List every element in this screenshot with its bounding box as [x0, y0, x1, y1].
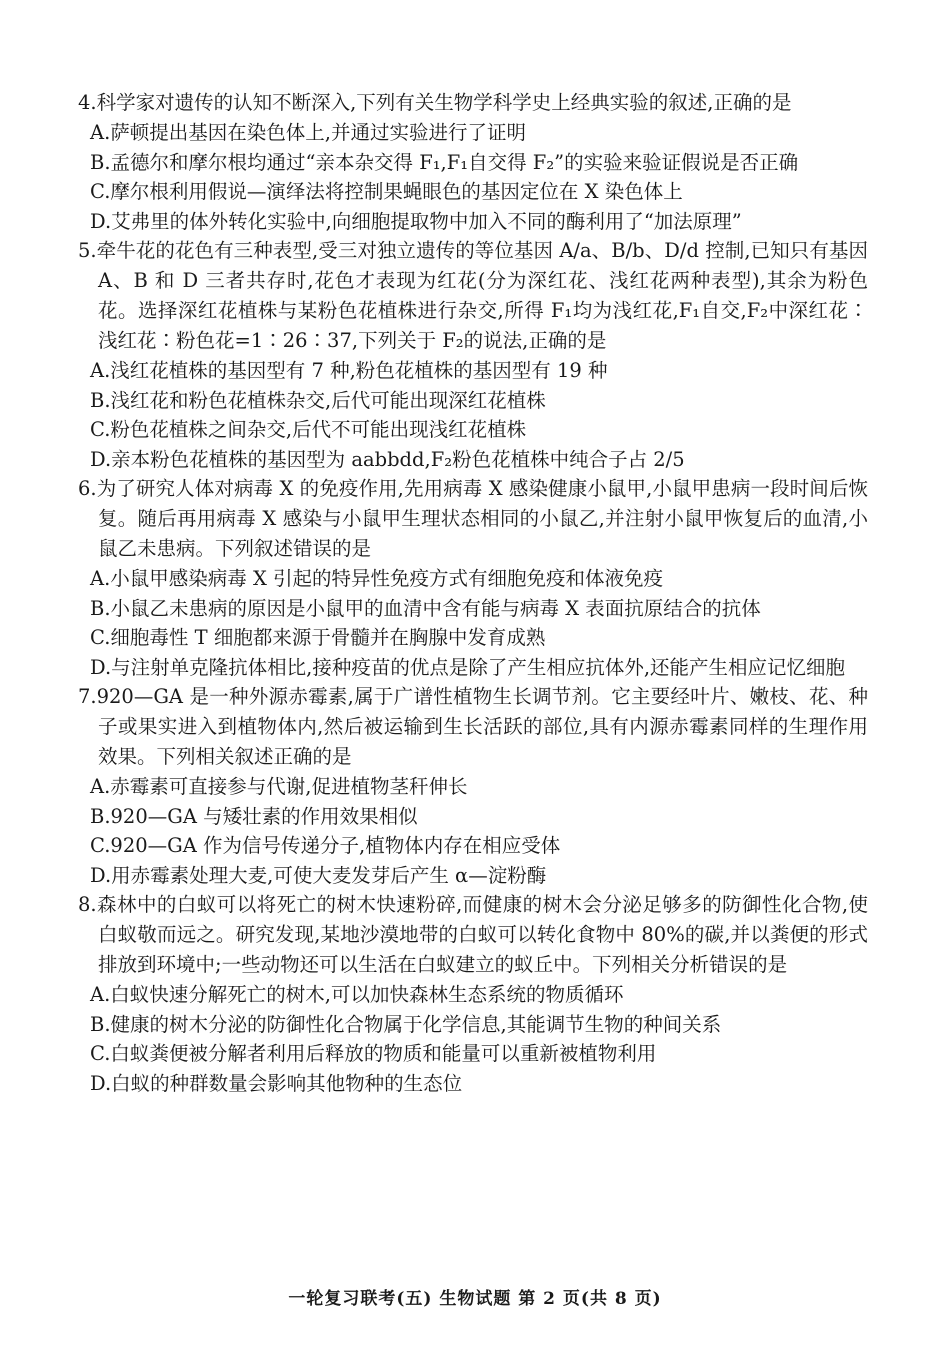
option-d: D.与注射单克隆抗体相比,接种疫苗的优点是除了产生相应抗体外,还能产生相应记忆细胞 [90, 655, 846, 679]
option-c: C.粉色花植株之间杂交,后代不可能出现浅红花植株 [90, 418, 527, 441]
option-c: C.摩尔根利用假说—演绎法将控制果蝇眼色的基因定位在 X 染色体上 [90, 180, 683, 203]
option-d: D.亲本粉色花植株的基因型为 aabbdd,F₂粉色花植株中纯合子占 2/5 [90, 447, 685, 471]
question-8 [78, 890, 868, 1098]
option-a: A.白蚁快速分解死亡的树木,可以加快森林生态系统的物质循环 [90, 983, 624, 1006]
option-d: D.用赤霉素处理大麦,可使大麦发芽后产生 α—淀粉酶 [90, 863, 547, 887]
question-stem: 7.920—GA 是一种外源赤霉素,属于广谱性植物生长调节剂。它主要经叶片、嫩枝、花、种子或果实进入到植物体内,然后被运输到生长活跃的部位,具有内源赤霉素同样的生理作用效果。下列相关叙述正确的是 [78, 685, 868, 768]
question-7 [78, 682, 868, 890]
question-stem: 5.牵牛花的花色有三种表型,受三对独立遗传的等位基因 A/a、B/b、D/d 控制,已知只有基因 A、B 和 D 三者共存时,花色才表现为红花(分为深红花、浅红花两种表型),其余为粉色花。选择深红花植株与某粉色花植株进行杂交,所得 F₁均为浅红花,F₁自交,F₂中深红花∶浅红花∶粉色花=1∶26∶37,下列关于 F₂的说法,正确的是 [78, 239, 868, 352]
option-b: B.浅红花和粉色花植株杂交,后代可能出现深红花植株 [90, 388, 546, 412]
option-b: B.孟德尔和摩尔根均通过“亲本杂交得 F₁,F₁自交得 F₂”的实验来验证假说是否正确 [90, 150, 799, 174]
option-b: B.小鼠乙未患病的原因是小鼠甲的血清中含有能与病毒 X 表面抗原结合的抗体 [90, 596, 761, 620]
option-a: A.浅红花植株的基因型有 7 种,粉色花植株的基因型有 19 种 [90, 359, 608, 382]
question-stem: 8.森林中的白蚁可以将死亡的树木快速粉碎,而健康的树木会分泌足够多的防御性化合物,使白蚁敬而远之。研究发现,某地沙漠地带的白蚁可以转化食物中 80%的碳,并以粪便的形式排放到环境中;一些动物还可以生活在白蚁建立的蚁丘中。下列相关分析错误的是 [78, 893, 868, 976]
question-6 [78, 474, 868, 682]
option-d: D.艾弗里的体外转化实验中,向细胞提取物中加入不同的酶利用了“加法原理” [90, 209, 742, 233]
question-4 [78, 88, 868, 236]
option-b: B.健康的树木分泌的防御性化合物属于化学信息,其能调节生物的种间关系 [90, 1012, 722, 1036]
question-5 [78, 236, 868, 474]
question-stem: 4.科学家对遗传的认知不断深入,下列有关生物学科学史上经典实验的叙述,正确的是 [78, 91, 792, 114]
exam-page [78, 88, 868, 1098]
page-footer: 一轮复习联考(五) 生物试题 第 2 页(共 8 页) [288, 1289, 662, 1309]
option-a: A.赤霉素可直接参与代谢,促进植物茎秆伸长 [90, 775, 468, 798]
option-b: B.920—GA 与矮壮素的作用效果相似 [90, 804, 418, 828]
option-c: C.白蚁粪便被分解者利用后释放的物质和能量可以重新被植物利用 [90, 1042, 657, 1065]
question-stem: 6.为了研究人体对病毒 X 的免疫作用,先用病毒 X 感染健康小鼠甲,小鼠甲患病一段时间后恢复。随后再用病毒 X 感染与小鼠甲生理状态相同的小鼠乙,并注射小鼠甲恢复后的血清,小鼠乙未患病。下列叙述错误的是 [78, 477, 868, 560]
option-c: C.细胞毒性 T 细胞都来源于骨髓并在胸腺中发育成熟 [90, 626, 546, 649]
option-a: A.萨顿提出基因在染色体上,并通过实验进行了证明 [90, 121, 526, 144]
option-a: A.小鼠甲感染病毒 X 引起的特异性免疫方式有细胞免疫和体液免疫 [90, 567, 664, 590]
option-d: D.白蚁的种群数量会影响其他物种的生态位 [90, 1071, 463, 1095]
option-c: C.920—GA 作为信号传递分子,植物体内存在相应受体 [90, 834, 561, 857]
